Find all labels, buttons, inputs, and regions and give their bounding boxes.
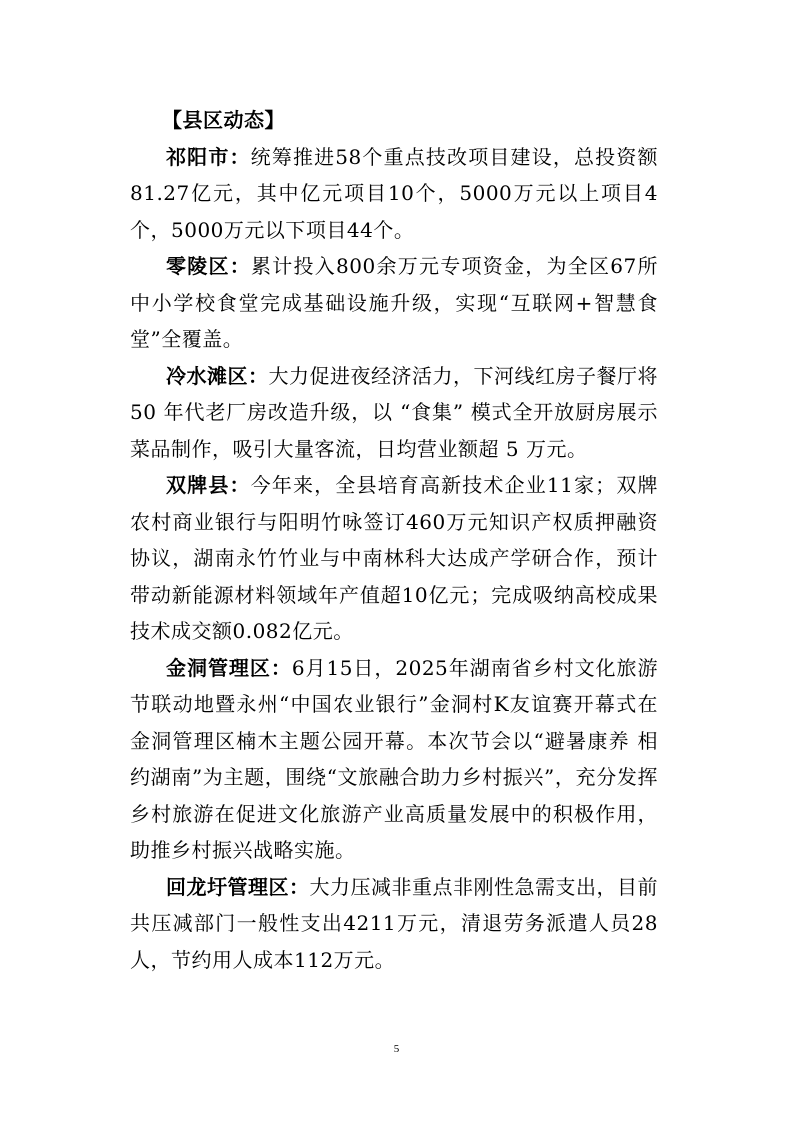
paragraph-body: 大力压减非重点非刚性急需支出，目前共压减部门一般性支出4211万元，清退劳务派遣人员28人，节约用人成本112万元。 — [130, 874, 658, 972]
paragraph-lengshuitan — [130, 358, 658, 468]
paragraph-huilongxu — [130, 869, 658, 979]
paragraph-body: 统筹推进58个重点技改项目建设，总投资额81.27亿元，其中亿元项目10个，5000万元以上项目4个，5000万元以下项目44个。 — [130, 144, 659, 242]
paragraph-jindong — [130, 650, 658, 869]
paragraph-lead: 祁阳市： — [166, 144, 251, 169]
paragraph-lingling — [130, 248, 658, 358]
paragraph-lead: 金洞管理区： — [166, 655, 292, 680]
section-heading: 【县区动态】 — [162, 108, 285, 132]
page-content — [130, 102, 658, 978]
paragraph-lead: 回龙圩管理区： — [166, 874, 310, 899]
paragraph-lead: 零陵区： — [166, 254, 252, 278]
paragraph-body: 大力促进夜经济活力，下河线红房子餐厅将 50 年代老厂房改造升级，以 “食集” 模式全开放厨房展示菜品制作，吸引大量客流，日均营业额超 5 万元。 — [130, 363, 658, 461]
paragraph-body: 今年来，全县培育高新技术企业11家；双牌农村商业银行与阳明竹咏签订460万元知识产权质押融资协议，湖南永竹竹业与中南林科大达成产学研合作，预计带动新能源材料领域年产值超10亿元；完成吸纳高校成果技术成交额0.082亿元。 — [130, 473, 659, 643]
paragraph-shuangpai — [130, 467, 658, 650]
paragraph-lead: 双牌县： — [166, 473, 251, 497]
paragraph-body: 累计投入800余万元专项资金，为全区67所中小学校食堂完成基础设施升级，实现“互联网+智慧食堂”全覆盖。 — [130, 254, 659, 351]
paragraph-lead: 冷水滩区： — [166, 363, 269, 388]
paragraph-body: 6月15日，2025年湖南省乡村文化旅游节联动地暨永州“中国农业银行”金洞村K友谊赛开幕式在金洞管理区楠木主题公园开幕。本次节会以“避暑康养 相约湖南”为主题，围绕“文旅融合助力乡村振兴”，充分发挥乡村旅游在促进文化旅游产业高质量发展中的积极作用，助推乡村振兴战略实施。 — [130, 655, 659, 862]
paragraph-qiyang — [130, 139, 658, 249]
page-number: 5 — [393, 1043, 400, 1055]
